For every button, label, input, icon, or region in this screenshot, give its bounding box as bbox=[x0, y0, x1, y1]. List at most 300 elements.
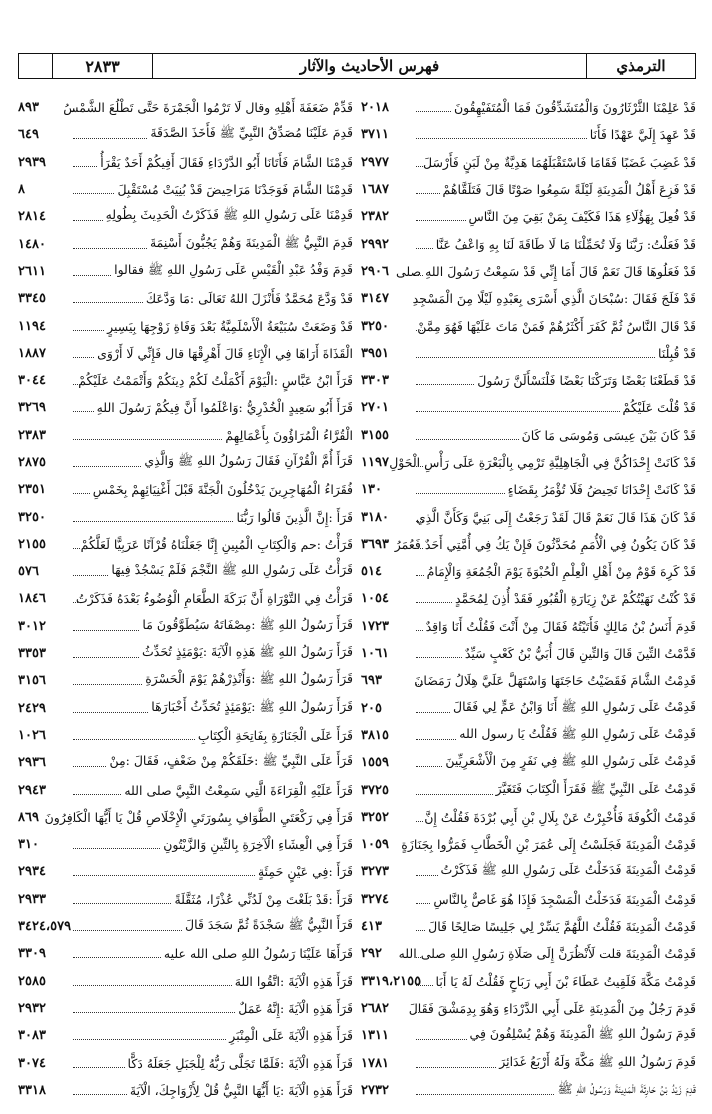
index-entry bbox=[18, 968, 353, 995]
dot-leader bbox=[73, 739, 195, 740]
entry-hadith-number: ٨٦٩ bbox=[18, 809, 39, 825]
index-entry bbox=[18, 695, 353, 722]
index-entry bbox=[361, 203, 696, 230]
entry-hadith-number: ١١٩٤ bbox=[18, 318, 46, 334]
entry-text: قَرَأَ هَذِهِ الْآيَةَ :إِنَّهُ عَمَلٌ bbox=[238, 1000, 353, 1016]
entry-text: قَدِمْنَا عَلَى رَسُولِ اللهِ ﷺ فَذَكَرْتُ الْحَدِيثَ بِطُولِهِ bbox=[105, 207, 353, 223]
entry-text: قَدْ فُعِلَ بِهَؤُلَاءِ هَذَا فَكَيْفَ بِمَنْ بَقِيَ مِنَ النَّاسِ bbox=[468, 209, 696, 225]
entry-hadith-number: ٣٧٢٥ bbox=[361, 782, 389, 798]
entry-text: قَدِمْنَا الشَّامَ فَوَجَدْنَا مَرَاحِيضَ قَدْ بُنِيَتْ مُسْتَقْبِلَ bbox=[117, 182, 353, 198]
dot-leader bbox=[73, 1067, 125, 1068]
entry-hadith-number: ١٠٦١ bbox=[361, 646, 389, 662]
index-entry bbox=[18, 1049, 353, 1076]
entry-text: فُقَرَاءُ الْمُهَاجِرِينَ يَدْخُلُونَ الْجَنَّةَ قَبْلَ أَغْنِيَائِهِمْ بِخَمْسِ bbox=[92, 482, 353, 498]
index-entry bbox=[18, 422, 353, 449]
dot-leader bbox=[416, 166, 423, 167]
dot-leader bbox=[73, 684, 142, 685]
entry-hadith-number: ٢٩٣٢ bbox=[18, 1000, 46, 1016]
entry-hadith-number: ٣١٠ bbox=[18, 837, 39, 853]
index-entry bbox=[361, 476, 696, 503]
entry-hadith-number: ٤١٣ bbox=[361, 919, 382, 935]
index-columns bbox=[18, 94, 696, 1104]
entry-text: قَدِمَ أَنَسُ بْنُ مَالِكٍ فَأَتَيْتُهُ فَقَالَ مِنْ أَنْتَ فَقُلْتُ أَنَا وَاقِدٌ bbox=[425, 618, 696, 634]
index-entry bbox=[361, 449, 696, 476]
entry-hadith-number: ٣٩٥١ bbox=[361, 345, 389, 361]
entry-hadith-number: ١٠٢٦ bbox=[18, 727, 46, 743]
entry-text: قَرَأَ عَلَيْهِ الْقِرَاءَةَ الَّتِي سَمِعْتُ النَّبِيَّ صلى الله bbox=[124, 782, 353, 798]
entry-hadith-number: ٣٢٥٠ bbox=[361, 318, 389, 334]
index-entry bbox=[18, 640, 353, 667]
index-entry bbox=[18, 258, 353, 285]
dot-leader bbox=[73, 466, 141, 467]
entry-hadith-number: ١٥٥٩ bbox=[361, 755, 389, 771]
entry-hadith-number: ٢٣٥١ bbox=[18, 482, 46, 498]
index-entry bbox=[361, 531, 696, 558]
entry-text: قَرَأَ ابْنُ عَبَّاسٍ :الْيَوْمَ أَكْمَلْتُ لَكُمْ دِينَكُمْ وَأَتْمَمْتُ عَلَيْكُمْ bbox=[78, 373, 353, 389]
entry-hadith-number: ٢٤٢٩ bbox=[18, 700, 46, 716]
index-entry bbox=[361, 1049, 696, 1076]
dot-leader bbox=[416, 1012, 423, 1013]
index-entry bbox=[361, 285, 696, 312]
dot-leader bbox=[416, 357, 655, 358]
index-entry bbox=[361, 940, 696, 967]
entry-hadith-number: ٦٤٩ bbox=[18, 127, 39, 143]
entry-hadith-number: ٣١٥٦ bbox=[18, 673, 46, 689]
dot-leader bbox=[416, 248, 433, 249]
entry-hadith-number: ٨٩٣ bbox=[18, 100, 39, 116]
index-entry bbox=[18, 558, 353, 585]
entry-text: قَرَأَ هَذِهِ الْآيَةَ :اتَّقُوا اللهَ bbox=[234, 973, 353, 989]
index-entry bbox=[18, 1077, 353, 1104]
entry-hadith-number: ٣٠١٢ bbox=[18, 618, 46, 634]
entry-text: قَدِمَ زَيْدُ بْنُ حَارِثَةَ الْمَدِينَةَ وَرَسُولُ اللهِ ﷺ bbox=[557, 1080, 696, 1096]
entry-text: قَدِمْتُ عَلَى رَسُولِ اللهِ ﷺ أَنَا وَابْنُ عَمٍّ لِي فَقَالَ bbox=[452, 698, 696, 714]
index-entry bbox=[361, 695, 696, 722]
entry-text: قَدْ قُلْتَ عَلَيْكُمْ bbox=[622, 400, 696, 416]
dot-leader bbox=[73, 384, 80, 385]
page-number: ٢٨٣٣ bbox=[53, 54, 153, 78]
index-entry bbox=[18, 585, 353, 612]
dot-leader bbox=[73, 357, 94, 358]
dot-leader bbox=[73, 794, 121, 795]
entry-text: قَدْ كَانَتْ إِحْدَاكُنَّ فِي الْجَاهِلِيَّةِ تَرْمِي بِالْبَعْرَةِ عَلَى رَأْسِ الْحَوْلِ bbox=[389, 455, 696, 470]
entry-text: قَدِمَ النَّبِيُّ ﷺ الْمَدِينَةَ وَهُمْ يَجُبُّونَ أَسْنِمَةَ bbox=[149, 234, 353, 250]
index-entry bbox=[361, 968, 696, 995]
entry-text: قَرَأَ :قَدْ بَلَغْتَ مِنْ لَدُنِّي عُذْرًا، مُثَقَّلَةً bbox=[174, 891, 353, 907]
entry-text: قَدِمَ رَسُولُ اللهِ ﷺ مَكَّةَ وَلَهُ أَرْبَعُ غَدَائِرَ bbox=[499, 1053, 696, 1069]
index-entry bbox=[361, 858, 696, 885]
entry-hadith-number: ٣٢٧٤ bbox=[361, 891, 389, 907]
dot-leader bbox=[73, 985, 232, 986]
entry-text: قَدِّمْ ضَعَفَةَ أَهْلِهِ وقال لَا تَرْمُوا الْجَمْرَةَ حَتَّى تَطْلُعَ الشَّمْسُ bbox=[63, 100, 353, 116]
entry-hadith-number: ٣٣٠٣ bbox=[361, 373, 389, 389]
dot-leader bbox=[416, 1094, 554, 1095]
dot-leader bbox=[416, 220, 466, 221]
entry-text: قَدِمَ رَجُلٌ مِنَ الْمَدِينَةِ عَلَى أَبِي الدَّرْدَاءِ وَهُوَ بِدِمَشْقَ فَقَالَ bbox=[408, 1000, 696, 1016]
entry-hadith-number: ١٤٨٠ bbox=[18, 236, 46, 252]
dot-leader bbox=[73, 248, 147, 249]
dot-leader bbox=[416, 439, 519, 440]
index-entry bbox=[18, 312, 353, 339]
index-entry bbox=[18, 121, 353, 148]
index-entry bbox=[361, 149, 696, 176]
entry-text: قَرَأَ هَذِهِ الْآيَةَ :يَا أَيُّهَا النَّبِيُّ قُلْ لِأَزْوَاجِكَ، الْآيَةَ bbox=[129, 1082, 353, 1098]
index-entry bbox=[361, 995, 696, 1022]
index-entry bbox=[361, 886, 696, 913]
entry-hadith-number: ٣٢٥٠ bbox=[18, 509, 46, 525]
entry-text: قَرَأَ النَّبِيُّ ﷺ سَجْدَةً ثُمَّ سَجَدَ قَالَ bbox=[185, 917, 353, 933]
entry-text: قَدْ قُبِلْنَا bbox=[658, 345, 696, 361]
index-entry bbox=[361, 230, 696, 257]
entry-hadith-number: ٣٧١١ bbox=[361, 127, 389, 143]
index-entry bbox=[18, 394, 353, 421]
entry-text: قَرَأَ رَسُولُ اللهِ ﷺ :يَوْمَئِذٍ تُحَدِّثُ أَخْبَارَهَا bbox=[151, 698, 353, 714]
index-entry bbox=[18, 367, 353, 394]
entry-text: قَدِمْتُ الْمَدِينَةَ فَقُلْتُ اللَّهُمَّ يَسِّرْ لِي جَلِيسًا صَالِحًا قَالَ bbox=[428, 919, 696, 935]
entry-text: قَرَأَ :فِي عَيْنٍ حَمِئَةٍ bbox=[257, 864, 353, 880]
entry-hadith-number: ٢١٥٥ bbox=[18, 536, 46, 552]
entry-text: قَدْ كَانَتْ إِحْدَانَا تَحِيضُ فَلَا تُؤْمَرُ بِقَضَاءٍ bbox=[507, 482, 696, 498]
entry-hadith-number: ٢٣٨٣ bbox=[18, 427, 46, 443]
index-entry bbox=[18, 667, 353, 694]
dot-leader bbox=[416, 684, 423, 685]
entry-hadith-number: ٢٩٣٦ bbox=[18, 755, 46, 771]
dot-leader bbox=[416, 302, 423, 303]
index-entry bbox=[361, 258, 696, 285]
entry-text: قَرَأَ عَلَى الْجَنَازَةِ بِفَاتِحَةِ الْكِتَابِ bbox=[197, 727, 353, 743]
entry-hadith-number: ٢٩٠٦ bbox=[361, 263, 389, 279]
entry-text: قَرَأَ رَسُولُ اللهِ ﷺ :مِصْفَاتَهُ سَيُطَوَّقُونَ مَا bbox=[142, 616, 353, 632]
dot-leader bbox=[416, 657, 462, 658]
entry-hadith-number: ٣٠٧٤ bbox=[18, 1055, 46, 1071]
entry-text: قَرَأَ فِي الْعِشَاءِ الْآخِرَةِ بِالتِّينِ وَالزَّيْتُونِ bbox=[163, 837, 353, 853]
entry-text: قَدِمَ وَفْدُ عَبْدِ الْقَيْسِ عَلَى رَسُولِ اللهِ ﷺ فقالوا bbox=[114, 261, 353, 277]
entry-hadith-number: ٣٤٢٤،٥٧٩ bbox=[18, 919, 72, 935]
entry-hadith-number: ٢٧٣٢ bbox=[361, 1082, 389, 1098]
entry-text: قَرَأْتُ فِي التَّوْرَاةِ أَنَّ بَرَكَةَ الطَّعَامِ الْوُضُوءُ بَعْدَهُ فَذَكَرْتُ bbox=[75, 591, 353, 607]
index-entry bbox=[18, 503, 353, 530]
entry-text: قَدْ عَهِدَ إِلَيَّ عَهْدًا فَأَنَا bbox=[589, 127, 696, 143]
dot-leader bbox=[416, 575, 424, 576]
dot-leader bbox=[416, 138, 587, 139]
entry-hadith-number: ٣٢٥٢ bbox=[361, 809, 389, 825]
entry-hadith-number: ٣٣٤٥ bbox=[18, 291, 46, 307]
dot-leader bbox=[73, 275, 111, 276]
entry-text: قَدِمْنَا الشَّامَ فَأَتَانَا أَبُو الدَّرْدَاءِ فَقَالَ أَفِيكُمْ أَحَدٌ يَقْرَأُ bbox=[100, 154, 353, 170]
index-entry bbox=[18, 749, 353, 776]
dot-leader bbox=[416, 766, 442, 767]
dot-leader bbox=[416, 848, 423, 849]
entry-text: الْقُرَّاءُ الْمُرَاؤُونَ بِأَعْمَالِهِمْ bbox=[225, 427, 353, 443]
dot-leader bbox=[416, 903, 430, 904]
dot-leader bbox=[73, 821, 80, 822]
entry-text: قَرَأَ رَسُولُ اللهِ ﷺ :وَأَنْذِرْهُمْ يَوْمَ الْحَسْرَةِ bbox=[145, 671, 353, 687]
dot-leader bbox=[73, 875, 255, 876]
dot-leader bbox=[416, 602, 452, 603]
dot-leader bbox=[73, 930, 182, 931]
entry-text: قَدِمْتُ عَلَى رَسُولِ اللهِ ﷺ فِي نَفَرٍ مِنَ الْأَشْعَرِيِّينَ bbox=[445, 753, 696, 769]
entry-text: قَدْ فَعَلْتُ: رَبَّنَا وَلَا تُحَمِّلْنَا مَا لَا طَاقَةَ لَنَا بِهِ وَاعْفُ عَنَّا bbox=[435, 236, 696, 252]
entry-text: قَدِمْتُ عَلَى رَسُولِ اللهِ ﷺ فَقُلْتُ يَا رسول الله bbox=[459, 725, 696, 741]
entry-text: قَرَأْتُ عَلَى رَسُولِ اللهِ ﷺ النَّجْمَ فَلَمْ يَسْجُدْ فِيهَا bbox=[111, 562, 353, 578]
dot-leader bbox=[416, 111, 451, 112]
entry-text: قَدْ كَانَ يَكُونُ فِي الْأُمَمِ مُحَدَّثُونَ فَإِنْ يَكُ فِي أُمَّتِي أَحَدٌ فَعُمَرُ bbox=[394, 536, 696, 552]
entry-text: قَدِمَ عَلَيْنَا مُصَدِّقُ النَّبِيِّ ﷺ فَأَخَذَ الصَّدَقَةَ bbox=[150, 125, 353, 141]
index-entry bbox=[18, 613, 353, 640]
entry-hadith-number: ١٨٨٧ bbox=[18, 345, 46, 361]
dot-leader bbox=[73, 330, 104, 331]
dot-leader bbox=[416, 1067, 496, 1068]
index-entry bbox=[18, 531, 353, 558]
dot-leader bbox=[73, 548, 80, 549]
dot-leader bbox=[73, 630, 139, 631]
index-entry bbox=[361, 831, 696, 858]
dot-leader bbox=[416, 875, 438, 876]
dot-leader bbox=[73, 657, 139, 658]
entry-text: قَدِمْتُ مَكَّةَ فَلَقِيتُ عَطَاءَ بْنَ أَبِي رَبَاحٍ فَقُلْتُ لَهُ يَا أَبَا bbox=[435, 973, 696, 989]
entry-hadith-number: ٢٩٢ bbox=[361, 946, 382, 962]
dot-leader bbox=[416, 794, 493, 795]
index-entry bbox=[18, 94, 353, 121]
index-entry bbox=[361, 585, 696, 612]
index-entry bbox=[18, 722, 353, 749]
dot-leader bbox=[416, 466, 423, 467]
index-entry bbox=[361, 94, 696, 121]
index-entry bbox=[361, 613, 696, 640]
entry-hadith-number: ١٣١١ bbox=[361, 1028, 389, 1044]
entry-hadith-number: ١٣٠ bbox=[361, 482, 382, 498]
index-entry bbox=[361, 558, 696, 585]
index-entry bbox=[18, 1022, 353, 1049]
entry-hadith-number: ٢٠١٨ bbox=[361, 100, 389, 116]
dot-leader bbox=[73, 439, 222, 440]
entry-hadith-number: ٥١٤ bbox=[361, 564, 382, 580]
dot-leader bbox=[73, 111, 80, 112]
index-entry bbox=[18, 831, 353, 858]
entry-text: قَرَأْتُ :حم وَالْكِتَابِ الْمُبِينِ إِنَّا جَعَلْنَاهُ قُرْآنًا عَرَبِيًّا لَعَلَّكُمْ bbox=[80, 536, 353, 552]
entry-text: قَدْ فَزِعَ أَهْلُ الْمَدِينَةِ لَيْلَةً سَمِعُوا صَوْتًا قَالَ فَتَلَقَّاهُمْ bbox=[442, 182, 696, 198]
entry-hadith-number: ٣٦٩٣ bbox=[361, 536, 389, 552]
entry-hadith-number: ٢٨١٤ bbox=[18, 209, 46, 225]
entry-hadith-number: ٣٣١٩،٢١٥٥ bbox=[361, 973, 422, 989]
index-entry bbox=[361, 176, 696, 203]
entry-hadith-number: ٢٩٧٧ bbox=[361, 154, 389, 170]
index-entry bbox=[18, 340, 353, 367]
dot-leader bbox=[416, 193, 440, 194]
entry-hadith-number: ٦٩٣ bbox=[361, 673, 382, 689]
entry-text: قَدْ عَلِمْنَا الثَّرْثَارُونَ وَالْمُتَشَدِّقُونَ فَمَا الْمُتَفَيْهِقُونَ bbox=[453, 100, 696, 116]
index-entry bbox=[361, 422, 696, 449]
page-header bbox=[18, 53, 696, 79]
dot-leader bbox=[73, 302, 143, 303]
index-entry bbox=[18, 940, 353, 967]
entry-hadith-number: ٣٣٠٩ bbox=[18, 946, 46, 962]
entry-text: قَدْ غَضِبَ غَضَبًا فَقَامَا فَاسْتَقْبَلَهُمَا هَدِيَّةٌ مِنْ لَبَنٍ فَأَرْسَلَ bbox=[422, 154, 696, 170]
entry-text: قَدْ وَدَّعَ مُحَمَّدٌ فَأَنْزَلَ اللهُ تَعَالَى :مَا وَدَّعَكَ bbox=[145, 291, 353, 307]
index-entry bbox=[361, 804, 696, 831]
index-entry bbox=[18, 449, 353, 476]
entry-text: قَدْ كَانَ هَذَا قَالَ نَعَمْ قَالَ لَقَدْ رَجَعْتُ إِلَى بَنِيَّ وَكَأَنَّ الَّذِي bbox=[415, 509, 696, 525]
entry-text: قَدْ فَلَجَ فَقَالَ :سُبْحَانَ الَّذِي أَسْرَى بِعَبْدِهِ لَيْلًا مِنَ الْمَسْجِدِ bbox=[412, 291, 696, 307]
entry-hadith-number: ٢٩٣٣ bbox=[18, 891, 46, 907]
book-name: الترمذي bbox=[616, 57, 666, 75]
entry-hadith-number: ٣٣٥٣ bbox=[18, 646, 46, 662]
dot-leader bbox=[416, 712, 450, 713]
entry-text: قَرَأَ أَبُو سَعِيدٍ الْخُدْرِيُّ :وَاعْلَمُوا أَنَّ فِيكُمْ رَسُولَ اللهِ bbox=[96, 400, 353, 416]
dot-leader bbox=[73, 220, 103, 221]
entry-hadith-number: ١٨٤٦ bbox=[18, 591, 46, 607]
dot-leader bbox=[73, 712, 148, 713]
index-entry bbox=[361, 640, 696, 667]
header-empty-cell bbox=[19, 54, 53, 78]
dot-leader bbox=[73, 1094, 127, 1095]
entry-text: قَرَأَ فِي رَكْعَتَيِ الطَّوَافِ بِسُورَتَيِ الْإِخْلَاصِ قُلْ يَا أَيُّهَا الْكَافِرُونَ bbox=[44, 809, 353, 825]
dot-leader bbox=[73, 766, 106, 767]
index-entry bbox=[18, 476, 353, 503]
entry-hadith-number: ٢٩٣٤ bbox=[18, 864, 46, 880]
index-entry bbox=[18, 776, 353, 803]
dot-leader bbox=[416, 930, 425, 931]
entry-text: قَدْ قَالَ النَّاسُ ثُمَّ كَفَرَ أَكْثَرُهُمْ فَمَنْ مَاتَ عَلَيْهَا فَهُوَ مِمَّنْ bbox=[417, 318, 696, 334]
entry-text: قَرَأَ أُمَّ الْقُرْآنِ فَقَالَ رَسُولُ اللهِ ﷺ وَالَّذِي bbox=[144, 453, 353, 468]
dot-leader bbox=[416, 739, 456, 740]
entry-hadith-number: ٣٢٦٩ bbox=[18, 400, 46, 416]
entry-hadith-number: ١٧٨١ bbox=[361, 1055, 389, 1071]
dot-leader bbox=[73, 1012, 235, 1013]
index-entry bbox=[18, 149, 353, 176]
dot-leader bbox=[73, 521, 233, 522]
index-entry bbox=[361, 1022, 696, 1049]
dot-leader bbox=[73, 166, 97, 167]
index-entry bbox=[361, 394, 696, 421]
dot-leader bbox=[73, 575, 108, 576]
index-entry bbox=[361, 722, 696, 749]
entry-hadith-number: ٢٣٨٢ bbox=[361, 209, 389, 225]
dot-leader bbox=[416, 957, 423, 958]
dot-leader bbox=[73, 1039, 226, 1040]
index-entry bbox=[361, 367, 696, 394]
dot-leader bbox=[416, 821, 423, 822]
dot-leader bbox=[73, 957, 161, 958]
entry-hadith-number: ٢٦٨٢ bbox=[361, 1000, 389, 1016]
dot-leader bbox=[416, 275, 423, 276]
entry-hadith-number: ١٠٥٩ bbox=[361, 837, 389, 853]
entry-text: قَرَأَ رَسُولُ اللهِ ﷺ هَذِهِ الْآيَةَ :يَوْمَئِذٍ تُحَدِّثُ bbox=[142, 644, 353, 660]
entry-hadith-number: ٢٨٧٥ bbox=[18, 455, 46, 470]
entry-hadith-number: ٢٩٣٩ bbox=[18, 154, 46, 170]
index-entry bbox=[361, 312, 696, 339]
entry-text: الْقَذَاةَ أَرَاهَا فِي الْإِنَاءِ قَالَ أَهْرِقْهَا قال فَإِنِّي لَا أَرْوَى bbox=[97, 345, 353, 361]
entry-text: قَدْ كُنْتُ نَهَيْتُكُمْ عَنْ زِيَارَةِ الْقُبُورِ فَقَدْ أُذِنَ لِمُحَمَّدٍ bbox=[454, 591, 696, 607]
right-column bbox=[361, 94, 696, 1104]
entry-hadith-number: ١٧٢٣ bbox=[361, 618, 389, 634]
entry-text: قَدْ وَضَعَتْ سُبَيْعَةُ الْأَسْلَمِيَّةُ بَعْدَ وَفَاةِ زَوْجِهَا بِيَسِيرٍ bbox=[107, 318, 353, 334]
entry-text: قَرَأَ :إِنَّ الَّذِينَ قَالُوا رَبُّنَا bbox=[236, 509, 353, 525]
dot-leader bbox=[416, 548, 423, 549]
entry-text: قَدِمَ رَسُولُ اللهِ ﷺ الْمَدِينَةَ وَهُمْ يُسْلِفُونَ فِي bbox=[469, 1026, 696, 1042]
entry-text: قَدْ كَرِهَ قَوْمٌ مِنْ أَهْلِ الْعِلْمِ الْحُبْوَةَ يَوْمَ الْجُمُعَةِ وَالْإِمَامُ bbox=[426, 564, 696, 580]
dot-leader bbox=[73, 193, 114, 194]
index-entry bbox=[18, 995, 353, 1022]
entry-text: قَدِمْتُ الْكُوفَةَ فَأُخْبِرْتُ عَنْ بِلَالِ بْنِ أَبِي بُرْدَةَ فَقُلْتُ إِنَّ bbox=[424, 809, 696, 825]
entry-text: قَرَأَ عَلَى النَّبِيِّ ﷺ :خَلَقَكُمْ مِنْ ضَعْفٍ، فَقَالَ :مِنْ bbox=[109, 753, 353, 769]
entry-text: قَدِمْتُ الْمَدِينَةَ فَدَخَلْتُ عَلَى رَسُولِ اللهِ ﷺ فَذَكَرْتُ bbox=[440, 862, 696, 878]
index-entry bbox=[361, 749, 696, 776]
entry-text: قَدِمْتُ الْمَدِينَةَ فَجَلَسْتُ إِلَى عُمَرَ بْنِ الْخَطَّابِ فَمَرُّوا بِجَنَازَةٍ bbox=[401, 837, 696, 853]
entry-text: قَدْ كَانَ بَيْنَ عِيسَى وَمُوسَى مَا كَانَ bbox=[521, 427, 696, 443]
section-title: فهرس الأحاديث والآثار bbox=[153, 54, 587, 78]
index-entry bbox=[18, 285, 353, 312]
index-entry bbox=[18, 858, 353, 885]
index-entry bbox=[18, 176, 353, 203]
dot-leader bbox=[73, 493, 90, 494]
dot-leader bbox=[416, 1039, 467, 1040]
entry-text: قَدْ فَعَلُوهَا قَالَ نَعَمْ قَالَ أَمَا إِنِّي قَدْ سَمِعْتُ رَسُولَ اللهِ صلى bbox=[395, 263, 696, 279]
index-entry bbox=[18, 913, 353, 940]
entry-hadith-number: ٢٥٨٥ bbox=[18, 973, 46, 989]
entry-text: قَدَّمْتُ التِّينَ قَالَ وَالتِّينِ قَالَ أُبَيُّ بْنُ كَعْبٍ سَيِّدٌ bbox=[464, 646, 696, 662]
entry-hadith-number: ١٠٥٤ bbox=[361, 591, 389, 607]
dot-leader bbox=[73, 848, 160, 849]
index-entry bbox=[18, 230, 353, 257]
entry-hadith-number: ٣١٥٥ bbox=[361, 427, 389, 443]
index-entry bbox=[361, 503, 696, 530]
index-entry bbox=[18, 203, 353, 230]
entry-text: قَدِمْتُ الْمَدِينَةَ قلت لَأَنْظُرَنَّ إِلَى صَلَاةِ رَسُولِ اللهِ صلى الله bbox=[398, 946, 696, 962]
entry-hadith-number: ٣١٨٠ bbox=[361, 509, 389, 525]
dot-leader bbox=[416, 411, 620, 412]
entry-hadith-number: ٣٨١٥ bbox=[361, 727, 389, 743]
entry-hadith-number: ٢٩٩٢ bbox=[361, 236, 389, 252]
dot-leader bbox=[73, 138, 147, 139]
index-entry bbox=[361, 913, 696, 940]
entry-text: قَدِمْتُ الشَّامَ فَقَضَيْتُ حَاجَتَهَا وَاسْتَهَلَّ عَلَيَّ هِلَالُ رَمَضَانَ bbox=[414, 673, 696, 689]
entry-hadith-number: ٢٩٤٣ bbox=[18, 782, 46, 798]
entry-text: قَدِمْتُ الْمَدِينَةَ فَدَخَلْتُ الْمَسْجِدَ فَإِذَا هُوَ غَاصٌّ بِالنَّاسِ bbox=[433, 891, 696, 907]
entry-hadith-number: ١١٩٧ bbox=[361, 455, 389, 470]
entry-hadith-number: ٢٠٥ bbox=[361, 700, 382, 716]
entry-text: قَرَأَ هَذِهِ الْآيَةَ عَلَى الْمِنْبَرِ bbox=[229, 1028, 353, 1044]
dot-leader bbox=[73, 602, 80, 603]
entry-hadith-number: ٥٧٦ bbox=[18, 564, 39, 580]
entry-hadith-number: ٣٠٨٣ bbox=[18, 1028, 46, 1044]
entry-text: قَدِمْتُ عَلَى النَّبِيِّ ﷺ فَقَرَأَ الْكِتَابَ فَتَغَيَّرَ bbox=[495, 780, 696, 796]
dot-leader bbox=[416, 384, 474, 385]
entry-text: قَرَأَ هَذِهِ الْآيَةَ :فَلَمَّا تَجَلَّى رَبُّهُ لِلْجَبَلِ جَعَلَهُ دَكًّا bbox=[127, 1055, 353, 1071]
entry-text: قَدْ قَطَعْنَا بَعْضًا وَتَرَكْنَا بَعْضًا فَلْنَسْأَلَنَّ رَسُولَ bbox=[477, 373, 696, 389]
dot-leader bbox=[73, 903, 171, 904]
entry-hadith-number: ٣٠٤٤ bbox=[18, 373, 46, 389]
entry-hadith-number: ٣١٤٧ bbox=[361, 291, 389, 307]
left-column bbox=[18, 94, 353, 1104]
index-entry bbox=[18, 804, 353, 831]
dot-leader bbox=[416, 985, 433, 986]
entry-hadith-number: ٣٢٧٣ bbox=[361, 864, 389, 880]
entry-hadith-number: ٨ bbox=[18, 182, 25, 198]
entry-hadith-number: ٢٦١١ bbox=[18, 263, 46, 279]
index-entry bbox=[361, 667, 696, 694]
dot-leader bbox=[416, 330, 423, 331]
entry-hadith-number: ١٦٨٧ bbox=[361, 182, 389, 198]
dot-leader bbox=[73, 411, 94, 412]
dot-leader bbox=[416, 630, 423, 631]
entry-text: قَرَأَهَا عَلَيْنَا رَسُولُ اللهِ صلى الله عليه bbox=[163, 946, 353, 962]
entry-hadith-number: ٢٧٠١ bbox=[361, 400, 389, 416]
index-entry bbox=[361, 340, 696, 367]
dot-leader bbox=[416, 521, 423, 522]
index-entry bbox=[361, 776, 696, 803]
dot-leader bbox=[416, 493, 505, 494]
